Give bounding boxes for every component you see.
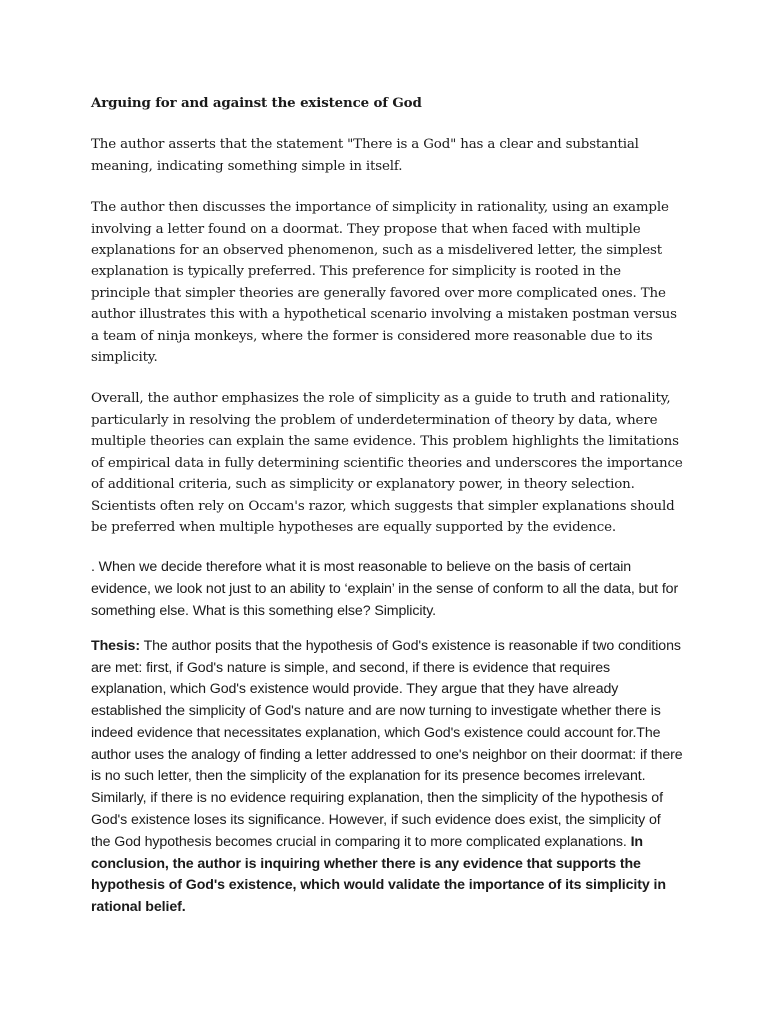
- document-page: [91, 93, 683, 919]
- paragraph-overall: Overall, the author emphasizes the role of simplicity as a guide to truth and rationality, particularly in resolving the problem of underdetermination of theory by data, where multiple theories can explain the same evidence. This problem highlights the limitations of empirical data in fully determining scientific theories and underscores the importance of additional criteria, such as simplicity or explanatory power, in theory selection. Scientists often rely on Occam's razor, which suggests that simpler explanations should be preferred when multiple hypotheses are equally supported by the evidence.: [91, 391, 683, 535]
- paragraph-quote: . When we decide therefore what it is most reasonable to believe on the basis of certain evidence, we look not just to an ability to ‘explain’ in the sense of conform to all the data, but for something else. What is this something else? Simplicity.: [91, 559, 679, 619]
- thesis-body: The author posits that the hypothesis of God's existence is reasonable if two conditions are met: first, if God's nature is simple, and second, if there is evidence that requires explanation, which God's existence would provide. They argue that they have already established the simplicity of God's nature and are now turning to investigate whether there is indeed evidence that necessitates explanation, which God's existence could account for.The author uses the analogy of finding a letter addressed to one's neighbor on their doormat: if there is no such letter, then the simplicity of the explanation for its presence becomes irrelevant. Similarly, if there is no evidence requiring explanation, then the simplicity of the hypothesis of God's existence loses its significance. However, if such evidence does exist, the simplicity of the God hypothesis becomes crucial in comparing it to more complicated explanations.: [91, 637, 683, 850]
- paragraph-intro: The author asserts that the statement "There is a God" has a clear and substantial meaning, indicating something simple in itself.: [91, 137, 639, 174]
- document-title: Arguing for and against the existence of God: [91, 95, 422, 111]
- thesis-label: Thesis:: [91, 637, 140, 654]
- paragraph-thesis: [91, 636, 683, 919]
- thesis-conclusion: In conclusion, the author is inquiring whether there is any evidence that supports the hypothesis of God's existence, which would validate the importance of its simplicity in rational belief.: [91, 833, 666, 916]
- paragraph-simplicity: The author then discusses the importance of simplicity in rationality, using an example involving a letter found on a doormat. They propose that when faced with multiple explanations for an observed phenomenon, such as a misdelivered letter, the simplest explanation is typically preferred. This preference for simplicity is rooted in the principle that simpler theories are generally favored over more complicated ones. The author illustrates this with a hypothetical scenario involving a mistaken postman versus a team of ninja monkeys, where the former is considered more reasonable due to its simplicity.: [91, 200, 677, 366]
